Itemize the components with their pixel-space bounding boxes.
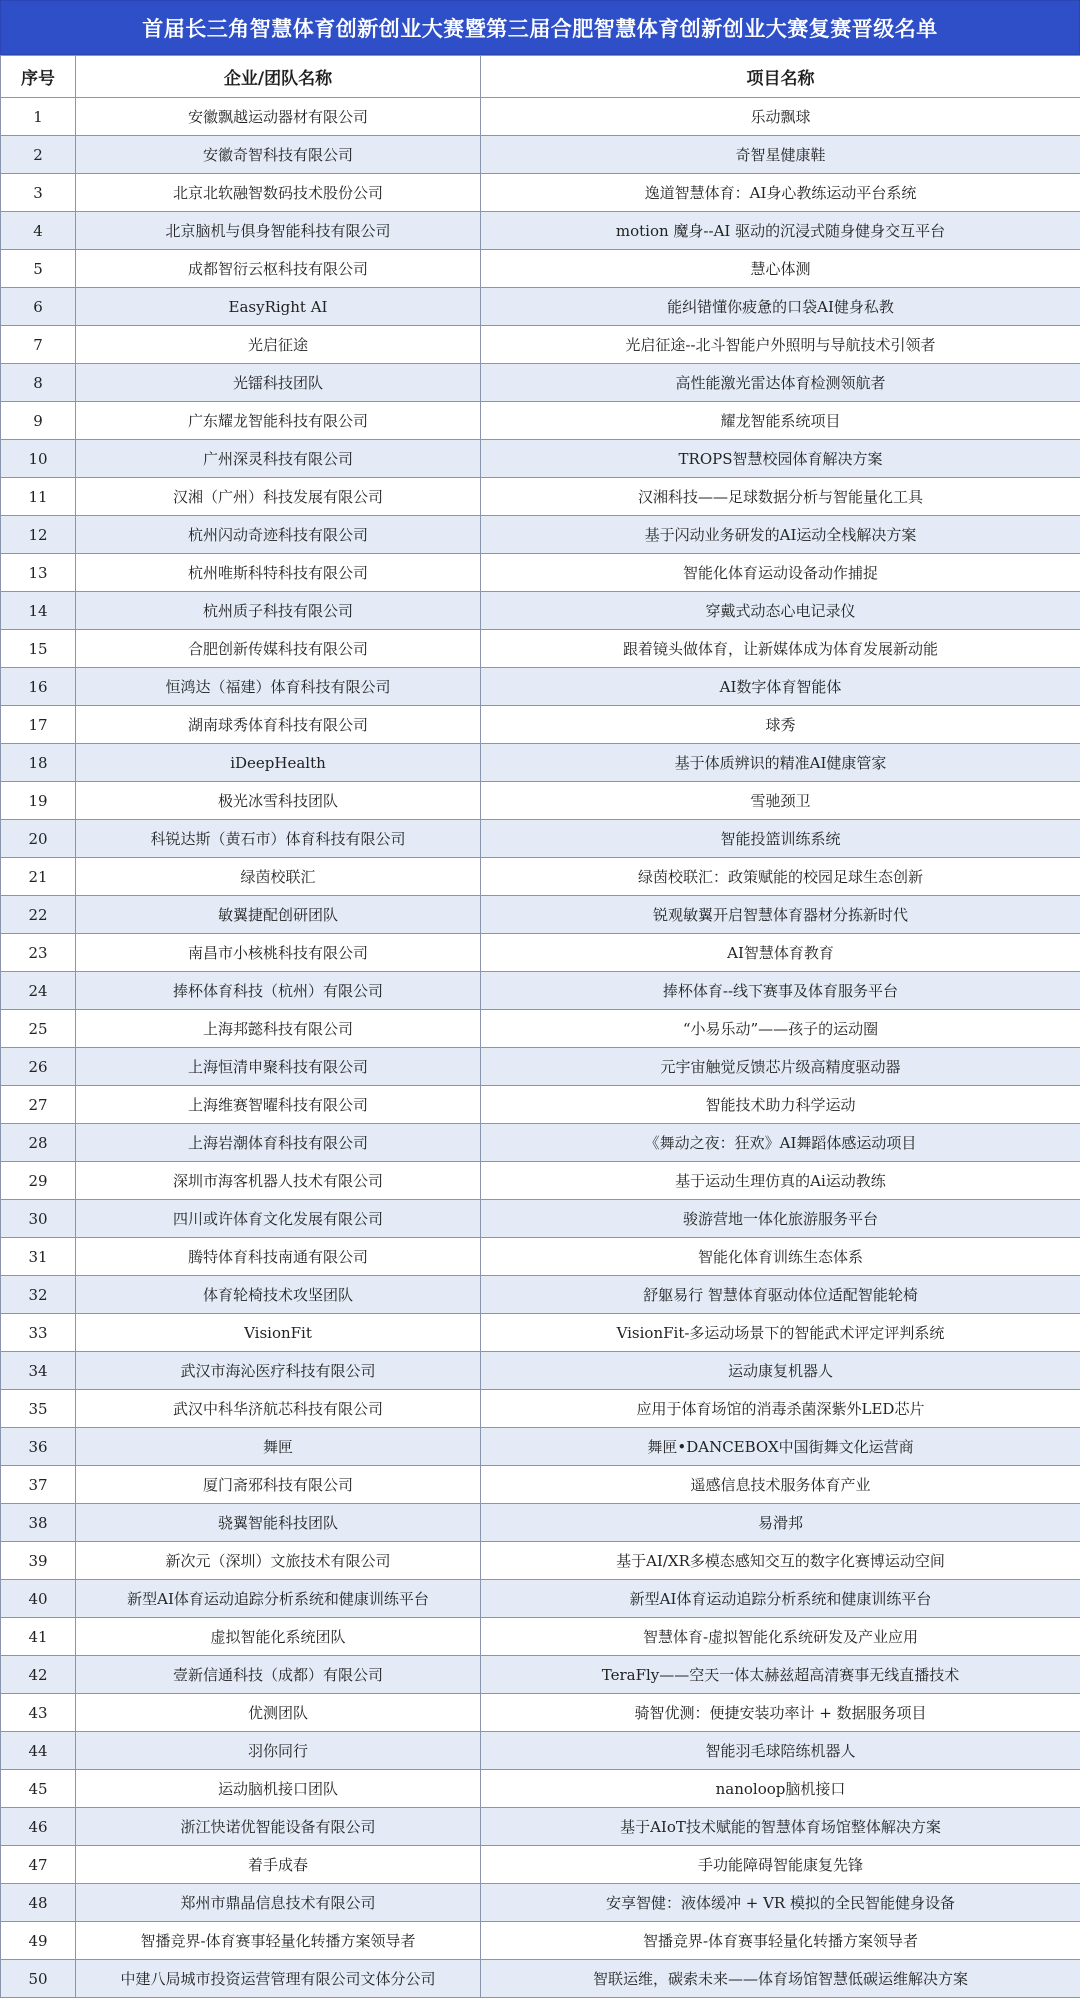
table-row (1, 1352, 1080, 1390)
cell-company: 中建八局城市投资运营管理有限公司文体分公司 (76, 1960, 481, 1998)
cell-project: 《舞动之夜：狂欢》AI舞蹈体感运动项目 (481, 1124, 1080, 1162)
cell-company: VisionFit (76, 1314, 481, 1352)
table-row (1, 1314, 1080, 1352)
cell-project: 光启征途--北斗智能户外照明与导航技术引领者 (481, 326, 1080, 364)
cell-project: 元宇宙触觉反馈芯片级高精度驱动器 (481, 1048, 1080, 1086)
cell-index: 31 (1, 1238, 76, 1276)
cell-company: 武汉中科华济航芯科技有限公司 (76, 1390, 481, 1428)
cell-project: 耀龙智能系统项目 (481, 402, 1080, 440)
cell-company: 上海岩潮体育科技有限公司 (76, 1124, 481, 1162)
cell-project: 舒躯易行 智慧体育驱动体位适配智能轮椅 (481, 1276, 1080, 1314)
cell-index: 36 (1, 1428, 76, 1466)
cell-index: 28 (1, 1124, 76, 1162)
cell-index: 18 (1, 744, 76, 782)
table-row (1, 1922, 1080, 1960)
table-row (1, 1276, 1080, 1314)
cell-company: 上海邦懿科技有限公司 (76, 1010, 481, 1048)
cell-company: 南昌市小核桃科技有限公司 (76, 934, 481, 972)
cell-project: 易滑邦 (481, 1504, 1080, 1542)
cell-index: 33 (1, 1314, 76, 1352)
cell-company: 光镭科技团队 (76, 364, 481, 402)
cell-project: 智联运维，碳索未来——体育场馆智慧低碳运维解决方案 (481, 1960, 1080, 1998)
cell-company: 湖南球秀体育科技有限公司 (76, 706, 481, 744)
cell-company: 四川或许体育文化发展有限公司 (76, 1200, 481, 1238)
header-row (1, 56, 1080, 98)
table-row (1, 288, 1080, 326)
header-index: 序号 (1, 56, 76, 98)
cell-project: 手功能障碍智能康复先锋 (481, 1846, 1080, 1884)
cell-project: 基于运动生理仿真的Ai运动教练 (481, 1162, 1080, 1200)
cell-company: 壹新信通科技（成都）有限公司 (76, 1656, 481, 1694)
cell-company: 安徽奇智科技有限公司 (76, 136, 481, 174)
table-row (1, 820, 1080, 858)
cell-index: 3 (1, 174, 76, 212)
cell-company: 体育轮椅技术攻坚团队 (76, 1276, 481, 1314)
cell-company: 上海恒清申聚科技有限公司 (76, 1048, 481, 1086)
cell-company: 敏翼捷配创研团队 (76, 896, 481, 934)
cell-index: 1 (1, 98, 76, 136)
cell-index: 50 (1, 1960, 76, 1998)
cell-project: TROPS智慧校园体育解决方案 (481, 440, 1080, 478)
table-row (1, 1124, 1080, 1162)
cell-project: AI智慧体育教育 (481, 934, 1080, 972)
cell-index: 25 (1, 1010, 76, 1048)
cell-project: 绿茵校联汇：政策赋能的校园足球生态创新 (481, 858, 1080, 896)
table-row (1, 668, 1080, 706)
cell-project: 新型AI体育运动追踪分析系统和健康训练平台 (481, 1580, 1080, 1618)
cell-company: iDeepHealth (76, 744, 481, 782)
table-row (1, 402, 1080, 440)
cell-index: 14 (1, 592, 76, 630)
cell-index: 49 (1, 1922, 76, 1960)
cell-index: 41 (1, 1618, 76, 1656)
cell-company: 智播竞界-体育赛事轻量化转播方案领导者 (76, 1922, 481, 1960)
cell-index: 4 (1, 212, 76, 250)
cell-project: 遥感信息技术服务体育产业 (481, 1466, 1080, 1504)
cell-index: 43 (1, 1694, 76, 1732)
table-row (1, 744, 1080, 782)
table-row (1, 364, 1080, 402)
table-row (1, 1200, 1080, 1238)
cell-project: 基于体质辨识的精准AI健康管家 (481, 744, 1080, 782)
cell-project: 跟着镜头做体育，让新媒体成为体育发展新动能 (481, 630, 1080, 668)
table-row (1, 1428, 1080, 1466)
table-row (1, 1048, 1080, 1086)
table-row (1, 592, 1080, 630)
table-header (1, 56, 1080, 98)
cell-index: 23 (1, 934, 76, 972)
cell-index: 15 (1, 630, 76, 668)
cell-company: 上海维赛智曜科技有限公司 (76, 1086, 481, 1124)
table-row (1, 1504, 1080, 1542)
cell-index: 45 (1, 1770, 76, 1808)
cell-index: 26 (1, 1048, 76, 1086)
cell-project: 智播竞界-体育赛事轻量化转播方案领导者 (481, 1922, 1080, 1960)
cell-company: 深圳市海客机器人技术有限公司 (76, 1162, 481, 1200)
cell-project: “小易乐动”——孩子的运动圈 (481, 1010, 1080, 1048)
cell-project: 球秀 (481, 706, 1080, 744)
cell-index: 22 (1, 896, 76, 934)
cell-project: 安享智健：液体缓冲 + VR 模拟的全民智能健身设备 (481, 1884, 1080, 1922)
cell-project: 穿戴式动态心电记录仪 (481, 592, 1080, 630)
cell-company: 新次元（深圳）文旅技术有限公司 (76, 1542, 481, 1580)
cell-company: EasyRight AI (76, 288, 481, 326)
cell-company: 极光冰雪科技团队 (76, 782, 481, 820)
cell-project: TeraFly——空天一体太赫兹超高清赛事无线直播技术 (481, 1656, 1080, 1694)
table-row (1, 1010, 1080, 1048)
cell-index: 24 (1, 972, 76, 1010)
cell-project: 雪驰颈卫 (481, 782, 1080, 820)
cell-index: 39 (1, 1542, 76, 1580)
cell-project: 智能羽毛球陪练机器人 (481, 1732, 1080, 1770)
table-row (1, 1770, 1080, 1808)
cell-company: 虚拟智能化系统团队 (76, 1618, 481, 1656)
table-row (1, 782, 1080, 820)
cell-company: 广州深灵科技有限公司 (76, 440, 481, 478)
cell-index: 20 (1, 820, 76, 858)
cell-index: 11 (1, 478, 76, 516)
table-row (1, 1694, 1080, 1732)
table-row (1, 1618, 1080, 1656)
table-row (1, 630, 1080, 668)
table-row (1, 858, 1080, 896)
cell-project: 逸道智慧体育：AI身心教练运动平台系统 (481, 174, 1080, 212)
cell-project: 基于AIoT技术赋能的智慧体育场馆整体解决方案 (481, 1808, 1080, 1846)
table-row (1, 250, 1080, 288)
cell-project: 智能技术助力科学运动 (481, 1086, 1080, 1124)
cell-index: 47 (1, 1846, 76, 1884)
cell-index: 42 (1, 1656, 76, 1694)
finalists-table (0, 55, 1080, 1998)
header-project: 项目名称 (481, 56, 1080, 98)
cell-index: 40 (1, 1580, 76, 1618)
cell-index: 6 (1, 288, 76, 326)
table-row (1, 98, 1080, 136)
cell-project: 乐动飘球 (481, 98, 1080, 136)
cell-index: 46 (1, 1808, 76, 1846)
cell-index: 10 (1, 440, 76, 478)
cell-company: 成都智衍云枢科技有限公司 (76, 250, 481, 288)
cell-index: 37 (1, 1466, 76, 1504)
table-row (1, 554, 1080, 592)
cell-project: motion 魔身--AI 驱动的沉浸式随身健身交互平台 (481, 212, 1080, 250)
cell-index: 5 (1, 250, 76, 288)
cell-company: 新型AI体育运动追踪分析系统和健康训练平台 (76, 1580, 481, 1618)
cell-company: 汉湘（广州）科技发展有限公司 (76, 478, 481, 516)
cell-project: nanoloop脑机接口 (481, 1770, 1080, 1808)
cell-company: 北京脑机与俱身智能科技有限公司 (76, 212, 481, 250)
cell-company: 绿茵校联汇 (76, 858, 481, 896)
table-row (1, 934, 1080, 972)
cell-project: 智能投篮训练系统 (481, 820, 1080, 858)
cell-project: 骏游营地一体化旅游服务平台 (481, 1200, 1080, 1238)
cell-company: 捧杯体育科技（杭州）有限公司 (76, 972, 481, 1010)
table-row (1, 896, 1080, 934)
table-row (1, 972, 1080, 1010)
cell-index: 17 (1, 706, 76, 744)
cell-index: 7 (1, 326, 76, 364)
cell-company: 恒鸿达（福建）体育科技有限公司 (76, 668, 481, 706)
cell-company: 科锐达斯（黄石市）体育科技有限公司 (76, 820, 481, 858)
cell-company: 杭州闪动奇迹科技有限公司 (76, 516, 481, 554)
table-row (1, 1542, 1080, 1580)
cell-project: 能纠错懂你疲惫的口袋AI健身私教 (481, 288, 1080, 326)
cell-project: 捧杯体育--线下赛事及体育服务平台 (481, 972, 1080, 1010)
cell-project: 智能化体育运动设备动作捕捉 (481, 554, 1080, 592)
table-row (1, 1466, 1080, 1504)
cell-company: 杭州质子科技有限公司 (76, 592, 481, 630)
cell-project: 运动康复机器人 (481, 1352, 1080, 1390)
cell-index: 2 (1, 136, 76, 174)
cell-index: 32 (1, 1276, 76, 1314)
cell-index: 13 (1, 554, 76, 592)
table-row (1, 1884, 1080, 1922)
cell-company: 光启征途 (76, 326, 481, 364)
cell-company: 着手成春 (76, 1846, 481, 1884)
cell-index: 8 (1, 364, 76, 402)
cell-index: 27 (1, 1086, 76, 1124)
cell-index: 30 (1, 1200, 76, 1238)
cell-index: 48 (1, 1884, 76, 1922)
cell-company: 安徽飘越运动器材有限公司 (76, 98, 481, 136)
cell-company: 厦门斋邪科技有限公司 (76, 1466, 481, 1504)
table-row (1, 212, 1080, 250)
table-row (1, 1732, 1080, 1770)
cell-company: 广东耀龙智能科技有限公司 (76, 402, 481, 440)
cell-project: 高性能激光雷达体育检测领航者 (481, 364, 1080, 402)
table-row (1, 136, 1080, 174)
table-body (1, 98, 1080, 1998)
table-row (1, 1580, 1080, 1618)
page-title: 首届长三角智慧体育创新创业大赛暨第三届合肥智慧体育创新创业大赛复赛晋级名单 (0, 0, 1080, 55)
cell-project: AI数字体育智能体 (481, 668, 1080, 706)
cell-project: 基于AI/XR多模态感知交互的数字化赛博运动空间 (481, 1542, 1080, 1580)
table-row (1, 1960, 1080, 1998)
cell-index: 38 (1, 1504, 76, 1542)
cell-index: 9 (1, 402, 76, 440)
cell-index: 35 (1, 1390, 76, 1428)
cell-index: 12 (1, 516, 76, 554)
table-row (1, 1238, 1080, 1276)
cell-project: 基于闪动业务研发的AI运动全栈解决方案 (481, 516, 1080, 554)
cell-index: 19 (1, 782, 76, 820)
cell-index: 29 (1, 1162, 76, 1200)
table-row (1, 706, 1080, 744)
table-row (1, 326, 1080, 364)
table-row (1, 174, 1080, 212)
cell-project: 应用于体育场馆的消毒杀菌深紫外LED芯片 (481, 1390, 1080, 1428)
cell-project: 舞匣•DANCEBOX中国街舞文化运营商 (481, 1428, 1080, 1466)
cell-company: 羽你同行 (76, 1732, 481, 1770)
cell-index: 16 (1, 668, 76, 706)
cell-project: 汉湘科技——足球数据分析与智能量化工具 (481, 478, 1080, 516)
table-row (1, 516, 1080, 554)
cell-project: VisionFit-多运动场景下的智能武术评定评判系统 (481, 1314, 1080, 1352)
table-row (1, 1808, 1080, 1846)
table-row (1, 1086, 1080, 1124)
table-row (1, 1162, 1080, 1200)
table-row (1, 1390, 1080, 1428)
cell-company: 合肥创新传媒科技有限公司 (76, 630, 481, 668)
header-company: 企业/团队名称 (76, 56, 481, 98)
cell-project: 慧心体测 (481, 250, 1080, 288)
table-row (1, 440, 1080, 478)
cell-company: 舞匣 (76, 1428, 481, 1466)
table-row (1, 1846, 1080, 1884)
cell-company: 武汉市海沁医疗科技有限公司 (76, 1352, 481, 1390)
cell-project: 智能化体育训练生态体系 (481, 1238, 1080, 1276)
cell-company: 骁翼智能科技团队 (76, 1504, 481, 1542)
cell-project: 智慧体育-虚拟智能化系统研发及产业应用 (481, 1618, 1080, 1656)
cell-company: 杭州唯斯科特科技有限公司 (76, 554, 481, 592)
cell-company: 运动脑机接口团队 (76, 1770, 481, 1808)
table-row (1, 1656, 1080, 1694)
cell-company: 腾特体育科技南通有限公司 (76, 1238, 481, 1276)
cell-project: 锐观敏翼开启智慧体育器材分拣新时代 (481, 896, 1080, 934)
cell-project: 骑智优测：便捷安装功率计 + 数据服务项目 (481, 1694, 1080, 1732)
cell-index: 21 (1, 858, 76, 896)
cell-index: 44 (1, 1732, 76, 1770)
cell-company: 郑州市鼎晶信息技术有限公司 (76, 1884, 481, 1922)
cell-company: 北京北软融智数码技术股份公司 (76, 174, 481, 212)
cell-company: 浙江快诺优智能设备有限公司 (76, 1808, 481, 1846)
cell-company: 优测团队 (76, 1694, 481, 1732)
table-row (1, 478, 1080, 516)
cell-index: 34 (1, 1352, 76, 1390)
cell-project: 奇智星健康鞋 (481, 136, 1080, 174)
